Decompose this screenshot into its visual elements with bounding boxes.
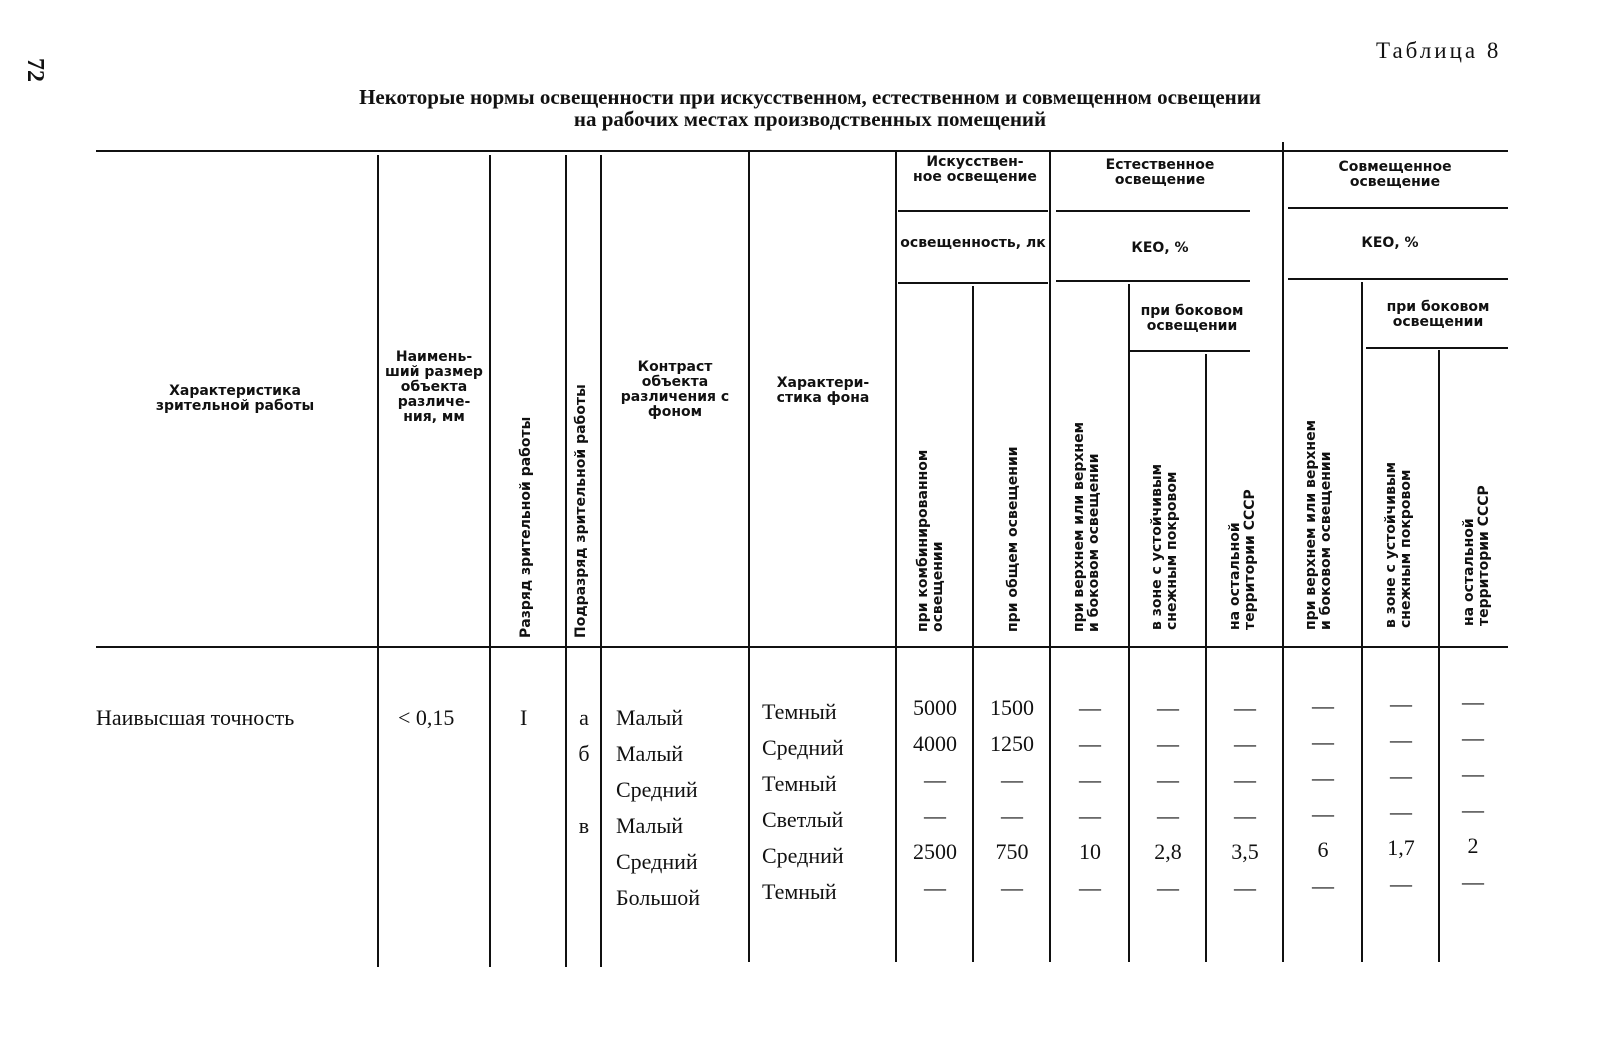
header-side-natural: при боковом освещении	[1140, 303, 1244, 334]
table-cell: —	[1157, 875, 1179, 900]
table-cell: 1250	[990, 731, 1034, 756]
header-snow-natural	[1150, 464, 1180, 630]
snow-combined-line-2: снежным покровом	[1398, 469, 1414, 628]
table-title	[160, 86, 1460, 130]
rest-natural-line-2: территории СССР	[1242, 489, 1258, 630]
table-cell: в	[578, 813, 590, 838]
col-general-lux	[974, 690, 1050, 906]
table-cell: —	[1312, 693, 1334, 718]
table-cell	[567, 880, 601, 916]
table-cell: 6	[1317, 837, 1329, 862]
table-cell	[567, 844, 601, 880]
top-side-natural-line-1: при верхнем или верхнем	[1071, 421, 1087, 632]
table-cell: —	[1157, 767, 1179, 792]
table-cell: 1500	[990, 695, 1034, 720]
combined-light-line-2: освещении	[930, 541, 946, 632]
table-cell: а	[579, 705, 589, 730]
header-general-light: при общем освещении	[1005, 446, 1021, 632]
table-cell: —	[1157, 695, 1179, 720]
table-cell: —	[924, 767, 946, 792]
table-cell: —	[1001, 803, 1023, 828]
header-keo-combined: КЕО, %	[1361, 235, 1419, 251]
cell-min-size: < 0,15	[398, 705, 455, 730]
title-line-1: Некоторые нормы освещенности при искусственном, естественном и совмещенном освещении	[359, 85, 1261, 109]
top-side-combined-line-1: при верхнем или верхнем	[1303, 419, 1319, 630]
table-cell: —	[1390, 763, 1412, 788]
table-cell: —	[1001, 875, 1023, 900]
table-cell: —	[1390, 871, 1412, 896]
table-cell: —	[1157, 803, 1179, 828]
top-side-natural-line-2: и боковом освещении	[1086, 453, 1102, 632]
header-top-side-combined	[1304, 420, 1334, 630]
table-cell: 2,8	[1154, 839, 1182, 864]
table-cell: —	[1390, 799, 1412, 824]
cell-characteristic: Наивысшая точность	[96, 705, 295, 730]
table-cell: 2500	[913, 839, 957, 864]
table-cell: Малый	[616, 813, 684, 838]
table-cell: —	[1312, 873, 1334, 898]
table-cell: 5000	[913, 695, 957, 720]
table-cell: —	[1312, 729, 1334, 754]
col-combined-snow	[1363, 686, 1439, 902]
table-cell: 2	[1467, 833, 1479, 858]
table-cell: —	[1462, 797, 1484, 822]
table-cell: —	[1390, 727, 1412, 752]
rest-combined-line-2: территории СССР	[1476, 485, 1492, 626]
combined-divider	[1288, 207, 1508, 209]
table-cell: —	[1001, 767, 1023, 792]
table-cell: —	[1079, 731, 1101, 756]
header-subrank: Подразряд зрительной работы	[573, 384, 589, 638]
table-cell: —	[1157, 731, 1179, 756]
top-rule	[96, 150, 1508, 152]
table-cell: —	[1390, 691, 1412, 716]
table-cell: Средний	[616, 849, 698, 874]
header-rest-natural	[1228, 489, 1258, 630]
table-cell: 4000	[913, 731, 957, 756]
table-cell: —	[1234, 803, 1256, 828]
col-combined-rest	[1440, 684, 1506, 900]
table-cell: 1,7	[1387, 835, 1415, 860]
table-cell: —	[1079, 767, 1101, 792]
table-cell: 10	[1079, 839, 1101, 864]
snow-natural-line-1: в зоне с устойчивым	[1149, 463, 1165, 630]
illuminance-divider	[898, 282, 1048, 284]
table-cell: —	[924, 803, 946, 828]
table-cell: Малый	[616, 741, 684, 766]
table-cell: Средний	[762, 735, 844, 760]
table-cell: —	[1234, 875, 1256, 900]
table-cell: Темный	[762, 771, 837, 796]
table-cell: —	[1312, 801, 1334, 826]
table-cell: —	[1079, 875, 1101, 900]
col-contrast	[616, 700, 746, 916]
table-cell: 750	[995, 839, 1029, 864]
table-cell: —	[1462, 689, 1484, 714]
header-min-size: Наимень- ший размер объекта различе- ния, мм	[385, 349, 483, 425]
table-cell: —	[924, 875, 946, 900]
table-cell: —	[1079, 803, 1101, 828]
col-background	[762, 694, 892, 910]
table-label: Таблица 8	[1376, 38, 1502, 63]
table-cell: —	[1462, 869, 1484, 894]
table-cell: Темный	[762, 699, 837, 724]
table-cell: Средний	[616, 777, 698, 802]
col-combined-lux	[897, 690, 973, 906]
header-combined-light	[916, 450, 946, 632]
col-rule-5	[748, 150, 750, 962]
header-bottom-rule	[96, 646, 1508, 648]
col-rule-2	[489, 155, 491, 967]
table-cell: —	[1462, 725, 1484, 750]
keo2-divider	[1288, 278, 1508, 280]
keo1-divider	[1056, 280, 1250, 282]
table-cell: —	[1234, 731, 1256, 756]
table-cell: 3,5	[1231, 839, 1259, 864]
title-line-2: на рабочих местах производственных помещений	[573, 107, 1047, 131]
table-cell: —	[1234, 767, 1256, 792]
table-cell: —	[1462, 761, 1484, 786]
rest-natural-line-1: на остальной	[1227, 522, 1243, 630]
table-cell: Темный	[762, 879, 837, 904]
col-subrank	[567, 700, 601, 916]
page-number: 72	[22, 58, 48, 82]
table-cell: Средний	[762, 843, 844, 868]
header-keo-natural: КЕО, %	[1131, 240, 1189, 256]
snow-combined-line-1: в зоне с устойчивым	[1383, 461, 1399, 628]
col-rule-1	[377, 155, 379, 967]
table-cell: б	[578, 741, 590, 766]
rest-combined-line-1: на остальной	[1461, 518, 1477, 626]
combined-light-line-1: при комбинированном	[915, 449, 931, 632]
table-cell: Светлый	[762, 807, 844, 832]
header-natural: Естественное освещение	[1105, 157, 1215, 188]
table-cell	[567, 772, 601, 808]
table-cell: Малый	[616, 705, 684, 730]
artificial-divider	[898, 210, 1048, 212]
header-artificial: Искусствен- ное освещение	[913, 154, 1037, 185]
header-combined: Совмещенное освещение	[1338, 159, 1452, 190]
top-side-combined-line-2: и боковом освещении	[1318, 451, 1334, 630]
header-background: Характери- стика фона	[776, 375, 870, 406]
col-natural-top	[1051, 690, 1129, 906]
cell-rank: I	[520, 705, 528, 730]
header-illuminance: освещенность, лк	[900, 235, 1046, 251]
header-side-combined: при боковом освещении	[1386, 299, 1490, 330]
col-natural-snow	[1130, 690, 1206, 906]
snow-natural-line-2: снежным покровом	[1164, 471, 1180, 630]
header-characteristic: Характеристика зрительной работы	[155, 383, 315, 414]
table-cell: —	[1312, 765, 1334, 790]
col-combined-top	[1284, 688, 1362, 904]
header-contrast: Контраст объекта различения с фоном	[620, 359, 730, 420]
natural-divider	[1056, 210, 1250, 212]
header-rest-combined	[1462, 485, 1492, 626]
table-cell: —	[1234, 695, 1256, 720]
header-top-side-natural	[1072, 422, 1102, 632]
side2-divider	[1366, 347, 1508, 349]
table-cell: —	[1079, 695, 1101, 720]
header-rank: Разряд зрительной работы	[518, 416, 534, 638]
header-snow-combined	[1384, 462, 1414, 628]
side1-divider	[1130, 350, 1250, 352]
col-natural-rest	[1207, 690, 1283, 906]
table-cell: Большой	[616, 885, 701, 910]
